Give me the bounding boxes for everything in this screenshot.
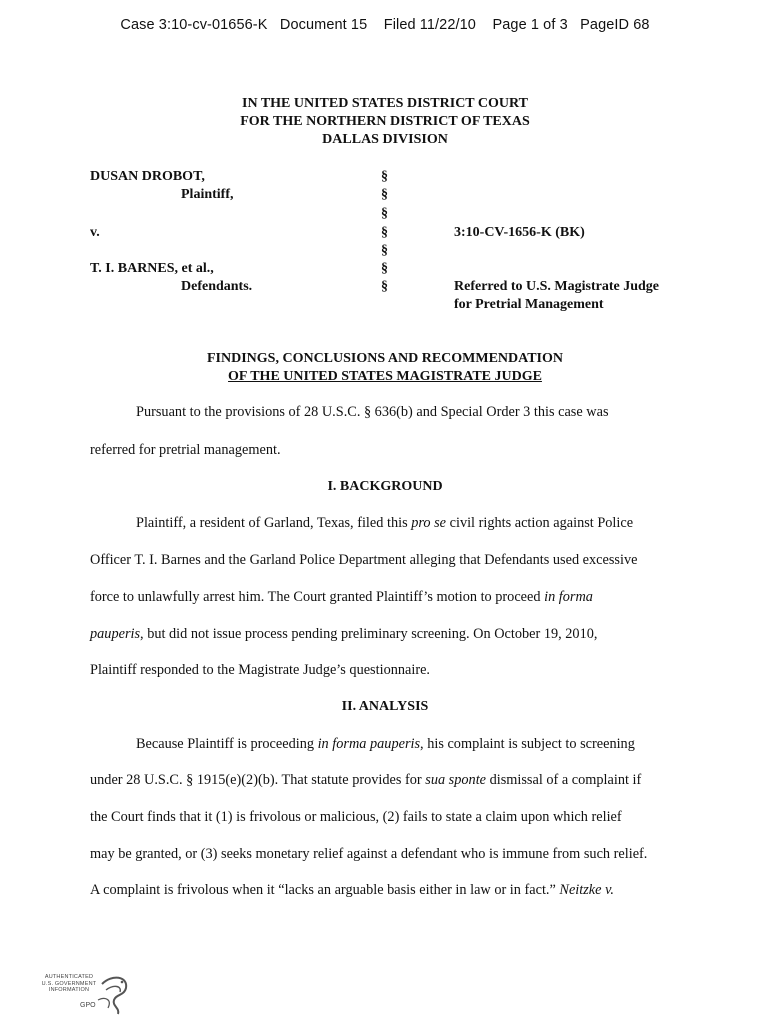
italic-term: pauperis (90, 626, 141, 642)
section-heading-background: I. BACKGROUND (327, 479, 443, 494)
analysis-line-5 (90, 882, 614, 899)
background-line-2: Officer T. I. Barnes and the Garland Police Department alleging that Defendants used excessive (90, 552, 638, 568)
text-run: force to unlawfully arrest him. The Court granted Plaintiff’s motion to proceed (90, 589, 545, 605)
analysis-line-4: may be granted, or (3) seeks monetary relief against a defendant who is immune from such relief. (90, 846, 648, 862)
text-run: dismissal of a complaint if (486, 772, 642, 788)
intro-line-2: referred for pretrial management. (90, 442, 281, 458)
ecf-header: Case 3:10-cv-01656-K Document 15 Filed 11/22/10 Page 1 of 3 PageID 68 (120, 17, 650, 33)
seal-line: INFORMATION (48, 987, 90, 993)
text-run: , but did not issue process pending preliminary screening. On October 19, 2010, (140, 626, 598, 642)
background-line-4 (90, 626, 597, 643)
text-run: under 28 U.S.C. § 1915(e)(2)(b). That statute provides for (90, 772, 426, 788)
section-symbol: § (381, 243, 388, 258)
italic-term: sua sponte (425, 772, 487, 788)
gpo-mark: GPO (80, 1002, 96, 1009)
referral-line-1: Referred to U.S. Magistrate Judge (454, 279, 660, 294)
background-line-5: Plaintiff responded to the Magistrate Judge’s questionnaire. (90, 662, 431, 678)
defendant-name: T. I. BARNES, et al., (90, 261, 214, 276)
defendant-role: Defendants. (181, 279, 253, 294)
italic-term: in forma (544, 589, 593, 605)
section-symbol: § (381, 279, 388, 294)
court-line-3: DALLAS DIVISION (322, 132, 448, 147)
background-line-1 (136, 515, 633, 532)
section-symbol: § (381, 206, 388, 221)
plaintiff-name: DUSAN DROBOT, (90, 169, 205, 184)
italic-term: in forma pauperis (317, 736, 421, 752)
section-symbol: § (381, 187, 388, 202)
title-line-1: FINDINGS, CONCLUSIONS AND RECOMMENDATION (207, 351, 563, 366)
section-heading-analysis: II. ANALYSIS (341, 699, 429, 714)
analysis-line-3: the Court finds that it (1) is frivolous or malicious, (2) fails to state a claim upon which relief (90, 809, 622, 825)
court-line-2: FOR THE NORTHERN DISTRICT OF TEXAS (240, 114, 530, 129)
seal-line: AUTHENTICATED (44, 974, 94, 980)
background-line-3 (90, 589, 593, 606)
versus: v. (90, 225, 100, 240)
section-symbol: § (381, 261, 388, 276)
eagle-icon (36, 970, 136, 1020)
analysis-line-1 (136, 736, 635, 753)
analysis-line-2 (90, 772, 641, 789)
case-number: 3:10-CV-1656-K (BK) (454, 225, 585, 240)
title-line-2: OF THE UNITED STATES MAGISTRATE JUDGE (228, 369, 542, 384)
text-run: civil rights action against Police (446, 515, 634, 531)
intro-line-1: Pursuant to the provisions of 28 U.S.C. § 636(b) and Special Order 3 this case was (136, 404, 609, 420)
gpo-seal (36, 970, 136, 1020)
seal-line: U.S. GOVERNMENT (41, 980, 97, 987)
referral-line-2: for Pretrial Management (454, 297, 604, 312)
court-line-1: IN THE UNITED STATES DISTRICT COURT (242, 96, 528, 111)
section-symbol: § (381, 225, 388, 240)
italic-term: Neitzke v. (559, 882, 614, 898)
text-run: A complaint is frivolous when it “lacks an arguable basis either in law or in fact.” (90, 882, 560, 898)
text-run: , his complaint is subject to screening (420, 736, 635, 752)
document-title (0, 350, 770, 386)
italic-term: pro se (411, 515, 447, 531)
text-run: Plaintiff, a resident of Garland, Texas, filed this (136, 515, 412, 531)
plaintiff-role: Plaintiff, (181, 187, 234, 202)
case-caption (0, 0, 770, 330)
section-symbol: § (381, 169, 388, 184)
text-run: Because Plaintiff is proceeding (136, 736, 318, 752)
